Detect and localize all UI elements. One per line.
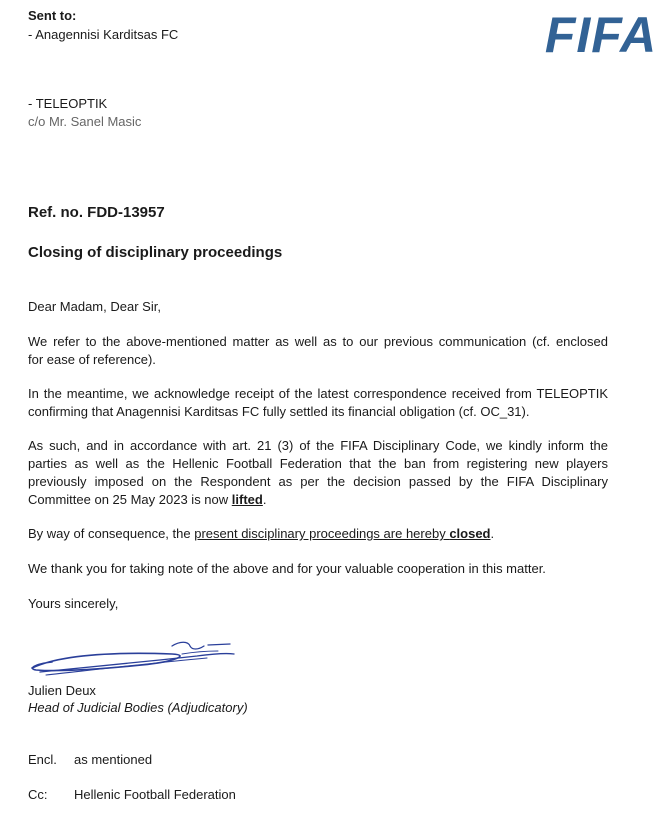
paragraph-3-line-3: previously imposed on the Respondent as per the decision passed by the FIFA Disciplinary bbox=[28, 474, 608, 489]
enclosure-value: as mentioned bbox=[74, 752, 153, 767]
letter-subject: Closing of disciplinary proceedings bbox=[28, 244, 283, 261]
paragraph-3-line-2: parties as well as the Hellenic Football Federation that the ban from registering new players bbox=[28, 456, 608, 471]
handwritten-signature bbox=[22, 632, 242, 684]
paragraph-2-line-2: confirming that Anagennisi Karditsas FC fully settled its financial obligation (cf. OC_31). bbox=[28, 404, 530, 419]
signatory-name: Julien Deux bbox=[28, 683, 96, 698]
paragraph-2 bbox=[28, 385, 608, 421]
recipient-2: - TELEOPTIK bbox=[28, 96, 108, 111]
proceedings-closed-text: present disciplinary proceedings are hereby closed bbox=[194, 526, 491, 541]
recipient-1: - Anagennisi Karditsas FC bbox=[28, 27, 179, 42]
salutation: Dear Madam, Dear Sir, bbox=[28, 299, 161, 314]
reference-number: Ref. no. FDD-13957 bbox=[28, 204, 165, 221]
paragraph-3-line-1: As such, and in accordance with art. 21 (3) of the FIFA Disciplinary Code, we kindly inform the bbox=[28, 438, 608, 453]
closing: Yours sincerely, bbox=[28, 596, 119, 611]
closed-emphasis: closed bbox=[449, 526, 491, 541]
lifted-emphasis: lifted bbox=[231, 492, 263, 507]
signatory-title: Head of Judicial Bodies (Adjudicatory) bbox=[28, 700, 248, 715]
fifa-logo bbox=[537, 8, 665, 60]
cc-value: Hellenic Football Federation bbox=[74, 787, 236, 802]
recipient-2-care-of: c/o Mr. Sanel Masic bbox=[28, 114, 142, 129]
sent-to-label: Sent to: bbox=[28, 8, 77, 23]
paragraph-3 bbox=[28, 437, 608, 509]
paragraph-1-line-2: for ease of reference). bbox=[28, 352, 156, 367]
paragraph-3-line-4: Committee on 25 May 2023 is now lifted. bbox=[28, 492, 267, 507]
enclosure-label: Encl. bbox=[28, 752, 57, 767]
fifa-logo-text: FIFA bbox=[544, 8, 658, 60]
cc-label: Cc: bbox=[28, 787, 48, 802]
paragraph-1-line-1: We refer to the above-mentioned matter as well as to our previous communication (cf. enclosed bbox=[28, 334, 608, 349]
paragraph-1 bbox=[28, 333, 608, 369]
paragraph-2-line-1: In the meantime, we acknowledge receipt of the latest correspondence received from TELEOPTIK bbox=[28, 386, 608, 401]
paragraph-5: We thank you for taking note of the above and for your valuable cooperation in this matter. bbox=[28, 561, 546, 576]
paragraph-4: By way of consequence, the present disciplinary proceedings are hereby closed. bbox=[28, 526, 495, 541]
